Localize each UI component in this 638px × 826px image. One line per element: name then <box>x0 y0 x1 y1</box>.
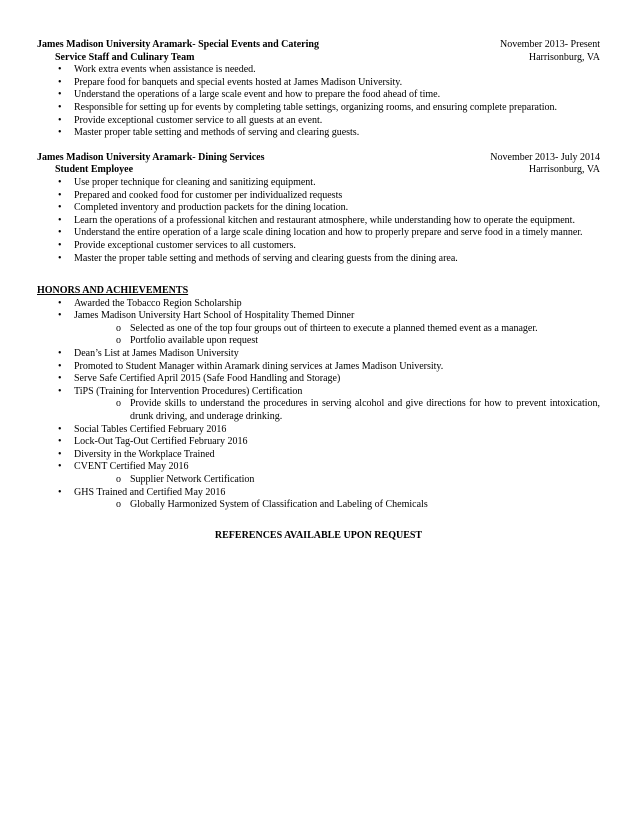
bullet-mark: • <box>58 114 62 126</box>
sub-text: Provide skills to understand the procedures in serving alcohol and give directions for how to prevent intoxication, drunk driving, and underage drinking. <box>130 398 600 423</box>
job-bullet-list <box>37 177 600 265</box>
list-item <box>37 115 600 128</box>
bullet-text: Completed inventory and production packets for the dining location. <box>74 202 349 214</box>
bullet-text: Prepare food for banquets and special events hosted at James Madison University. <box>74 76 403 88</box>
bullet-text: Responsible for setting up for events by completing table settings, organizing rooms, and ensuring complete preparation. <box>74 101 558 113</box>
bullet-text: Master proper table setting and methods of serving and clearing guests. <box>74 127 360 139</box>
honor-text: Dean’s List at James Madison University <box>74 348 239 360</box>
honor-text: CVENT Certified May 2016 <box>74 461 189 473</box>
honor-text: Social Tables Certified February 2016 <box>74 423 227 435</box>
sub-list <box>37 474 600 487</box>
job-role-row <box>37 52 600 65</box>
sub-list-item <box>37 474 600 487</box>
bullet-mark: • <box>58 297 62 309</box>
bullet-mark: • <box>58 214 62 226</box>
bullet-mark: • <box>58 310 62 322</box>
list-item <box>37 310 600 323</box>
job-header-row <box>37 39 600 52</box>
job-role-row <box>37 164 600 177</box>
list-item <box>37 298 600 311</box>
bullet-text: Provide exceptional customer service to all guests at an event. <box>74 114 323 126</box>
list-item <box>37 424 600 437</box>
sub-list <box>37 323 600 348</box>
sub-list-item <box>37 499 600 512</box>
job-dates: November 2013- Present <box>500 39 600 50</box>
bullet-mark: • <box>58 176 62 188</box>
bullet-mark: • <box>58 76 62 88</box>
list-item <box>37 77 600 90</box>
list-item <box>37 373 600 386</box>
list-item <box>37 348 600 361</box>
bullet-text: Use proper technique for cleaning and sanitizing equipment. <box>74 176 316 188</box>
bullet-mark: • <box>58 448 62 460</box>
bullet-mark: • <box>58 239 62 251</box>
sub-bullet-mark: o <box>116 322 121 334</box>
honor-text: GHS Trained and Certified May 2016 <box>74 486 226 498</box>
list-item <box>37 202 600 215</box>
job-employer: James Madison University Aramark- Special Events and Catering <box>37 39 319 50</box>
list-item <box>37 127 600 140</box>
resume-page <box>37 39 600 542</box>
bullet-mark: • <box>58 202 62 214</box>
job-bullet-list <box>37 64 600 140</box>
list-item <box>37 89 600 102</box>
job-location: Harrisonburg, VA <box>528 164 600 176</box>
bullet-mark: • <box>58 436 62 448</box>
bullet-mark: • <box>58 461 62 473</box>
bullet-mark: • <box>58 252 62 264</box>
job-location: Harrisonburg, VA <box>528 51 600 63</box>
bullet-mark: • <box>58 227 62 239</box>
sub-list-item <box>37 323 600 336</box>
bullet-mark: • <box>58 64 62 76</box>
sub-bullet-mark: o <box>116 398 121 410</box>
list-item <box>37 240 600 253</box>
bullet-mark: • <box>58 423 62 435</box>
sub-bullet-mark: o <box>116 499 121 511</box>
honor-text: Serve Safe Certified April 2015 (Safe Food Handling and Storage) <box>74 373 341 385</box>
bullet-text: Understand the entire operation of a large scale dining location and how to properly prepare and serve food in a timely manner. <box>74 227 583 239</box>
sub-text: Portfolio available upon request <box>130 335 259 347</box>
bullet-mark: • <box>58 89 62 101</box>
sub-list-item <box>37 335 600 348</box>
honors-list <box>37 298 600 512</box>
bullet-text: Understand the operations of a large scale event and how to prepare the food ahead of time. <box>74 89 441 101</box>
bullet-mark: • <box>58 486 62 498</box>
bullet-text: Master the proper table setting and methods of serving and clearing guests from the dining area. <box>74 252 458 264</box>
sub-list-wrapper <box>37 323 600 348</box>
list-item <box>37 487 600 500</box>
sub-list-wrapper <box>37 499 600 512</box>
list-item <box>37 64 600 77</box>
bullet-mark: • <box>58 127 62 139</box>
honor-text: Awarded the Tobacco Region Scholarship <box>74 297 242 309</box>
job-dates: November 2013- July 2014 <box>490 151 600 163</box>
experience-section <box>37 39 600 265</box>
honor-text: James Madison University Hart School of Hospitality Themed Dinner <box>74 310 355 322</box>
bullet-mark: • <box>58 101 62 113</box>
sub-text: Selected as one of the top four groups out of thirteen to execute a planned themed event as a manager. <box>130 322 538 334</box>
sub-list-item <box>37 398 600 423</box>
list-item <box>37 102 600 115</box>
bullet-text: Provide exceptional customer services to all customers. <box>74 239 296 251</box>
list-item <box>37 253 600 266</box>
honor-text: Promoted to Student Manager within Aramark dining services at James Madison University. <box>74 360 444 372</box>
bullet-text: Learn the operations of a professional kitchen and restaurant atmosphere, while understanding how to operate the equipment. <box>74 214 575 226</box>
bullet-mark: • <box>58 348 62 360</box>
job-employer: James Madison University Aramark- Dining Services <box>37 151 265 163</box>
bullet-mark: • <box>58 360 62 372</box>
job-entry <box>37 39 600 140</box>
list-item <box>37 449 600 462</box>
honor-text: Lock-Out Tag-Out Certified February 2016 <box>74 436 248 448</box>
list-item <box>37 190 600 203</box>
list-item <box>37 461 600 474</box>
job-role: Service Staff and Culinary Team <box>55 51 195 63</box>
job-header-row <box>37 152 600 165</box>
list-item <box>37 215 600 228</box>
honors-heading: HONORS AND ACHIEVEMENTS <box>37 285 189 297</box>
job-role: Student Employee <box>55 164 134 176</box>
honor-text: TiPS (Training for Intervention Procedures) Certification <box>74 385 303 397</box>
references-note: REFERENCES AVAILABLE UPON REQUEST <box>214 529 423 541</box>
sub-list-wrapper <box>37 398 600 423</box>
list-item <box>37 227 600 240</box>
sub-bullet-mark: o <box>116 474 121 485</box>
sub-list <box>37 398 600 423</box>
sub-text: Globally Harmonized System of Classification and Labeling of Chemicals <box>130 499 428 511</box>
list-item <box>37 361 600 374</box>
job-entry <box>37 152 600 265</box>
bullet-mark: • <box>58 373 62 385</box>
bullet-mark: • <box>58 189 62 201</box>
sub-bullet-mark: o <box>116 335 121 347</box>
sub-list-wrapper <box>37 474 600 487</box>
sub-list <box>37 499 600 512</box>
list-item <box>37 386 600 399</box>
sub-text: Supplier Network Certification <box>130 474 255 485</box>
bullet-text: Work extra events when assistance is needed. <box>74 64 256 76</box>
list-item <box>37 177 600 190</box>
list-item <box>37 436 600 449</box>
bullet-text: Prepared and cooked food for customer per individualized requests <box>74 189 343 201</box>
honor-text: Diversity in the Workplace Trained <box>74 448 215 460</box>
bullet-mark: • <box>58 385 62 397</box>
